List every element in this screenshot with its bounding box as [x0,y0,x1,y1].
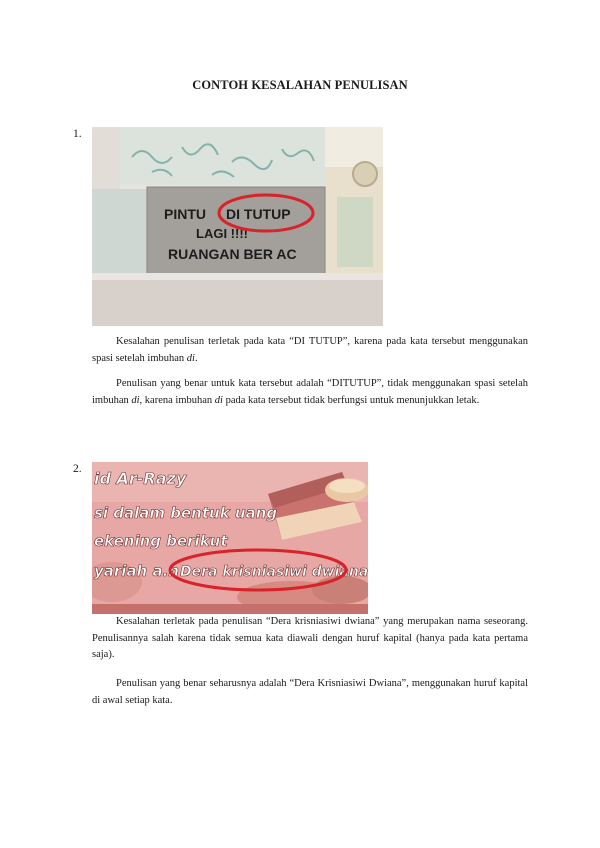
example-1-paragraph-2-text: Penulisan yang benar untuk kata tersebut adalah “DITUTUP”, tidak menggunakan spasi setelah imbuhan [92,378,528,406]
sign-text-lagi: LAGI !!!! [196,226,248,241]
example-1-paragraph-2-end: pada kata tersebut tidak berfungsi untuk menunjukkan letak. [222,394,480,406]
example-1-number: 1. [73,128,82,140]
page-title: CONTOH KESALAHAN PENULISAN [192,78,408,92]
banner-line-4: yariah a.n [94,562,179,580]
example-1-paragraph-2-middle: , karena imbuhan [139,394,215,406]
banner-line-3: ekening berikut [94,532,228,550]
example-2-paragraph-1: Kesalahan terletak pada penulisan “Dera krisniasiwi dwiana” yang merupakan nama seseorang. Penulisannya salah karena tidak semua kata diawali dengan huruf kapital (hanya pada kata pertama saja). [92,616,528,660]
example-1-paragraph-1-end: . [194,352,198,364]
example-1-paragraph-2 [92,376,528,409]
example-2-number: 2. [73,463,82,475]
sign-text-ruangan: RUANGAN BER AC [168,246,297,262]
example-1-paragraph-1-text: Kesalahan penulisan terletak pada kata “DI TUTUP”, karena pada kata tersebut menggunakan spasi setelah imbuhan [92,336,528,364]
example-1-photo [92,127,383,326]
sign-text-pintu: PINTU [164,206,206,222]
example-1-paragraph-2-emphasis-1: di [131,394,140,406]
example-1-paragraph-1-emphasis: di [186,352,195,364]
example-1-paragraph-2-emphasis-2: di [214,394,223,406]
example-1-paragraph-1 [92,334,528,367]
sign-text-di-tutup: DI TUTUP [226,206,291,222]
banner-name: Dera krisniasiwi dwiana [180,564,368,580]
banner-line-2: si dalam bentuk uang [94,504,278,522]
example-2-paragraph-2: Penulisan yang benar seharusnya adalah “Dera Krisniasiwi Dwiana”, menggunakan huruf kapital di awal setiap kata. [92,678,528,706]
example-2-photo [92,462,368,614]
banner-line-1: id Ar-Razy [94,469,187,488]
